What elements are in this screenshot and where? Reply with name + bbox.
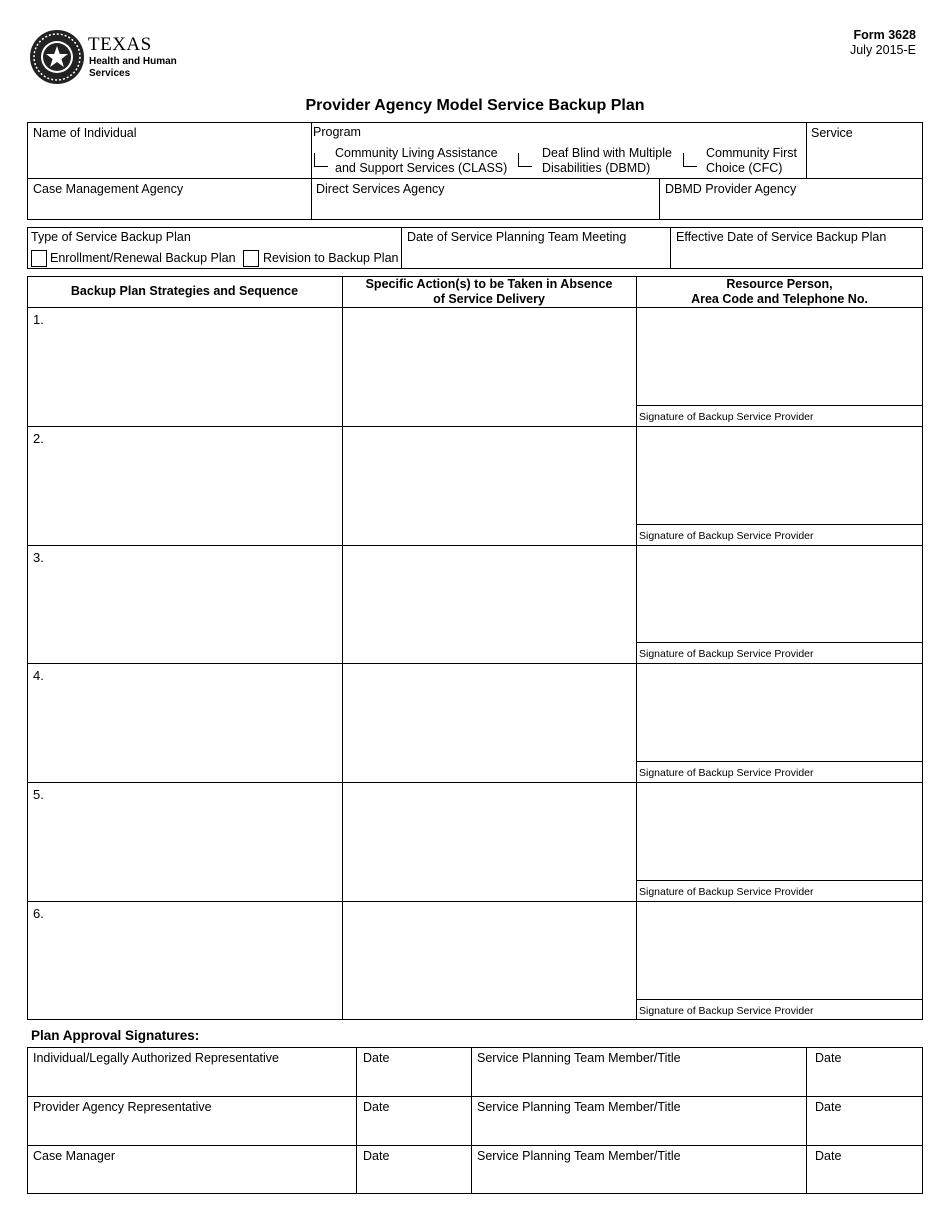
dbmd-option-line2: Disabilities (DBMD) (542, 161, 651, 175)
strategy-field[interactable] (28, 427, 341, 544)
enrollment-renewal-label: Enrollment/Renewal Backup Plan (50, 251, 236, 265)
program-label: Program (313, 125, 361, 139)
resource-person-field[interactable] (637, 546, 922, 640)
page-title: Provider Agency Model Service Backup Plan (305, 97, 645, 114)
texas-seal-icon (28, 28, 86, 86)
strategy-field[interactable] (28, 664, 341, 781)
action-field[interactable] (343, 546, 635, 662)
name-of-individual-label: Name of Individual (33, 126, 137, 140)
strategy-field[interactable] (28, 308, 341, 425)
class-option-line1: Community Living Assistance (335, 146, 498, 160)
cfc-checkbox[interactable] (683, 153, 697, 167)
strategy-field[interactable] (28, 546, 341, 662)
approval-left-date-label: Date (363, 1051, 390, 1065)
backup-provider-signature-label[interactable]: Signature of Backup Service Provider (639, 648, 814, 660)
resource-person-field[interactable] (637, 783, 922, 878)
dbmd-option-line1: Deaf Blind with Multiple (542, 146, 672, 160)
resource-col-header-line1: Resource Person, (726, 277, 833, 291)
resource-col-header-line2: Area Code and Telephone No. (691, 292, 868, 306)
action-field[interactable] (343, 308, 635, 425)
case-management-agency-label: Case Management Agency (33, 182, 184, 196)
approval-left-date-label: Date (363, 1100, 390, 1114)
type-of-backup-plan-label: Type of Service Backup Plan (31, 230, 191, 244)
dbmd-provider-agency-label: DBMD Provider Agency (665, 182, 797, 196)
backup-provider-signature-label[interactable]: Signature of Backup Service Provider (639, 1005, 814, 1017)
approval-heading: Plan Approval Signatures: (31, 1028, 200, 1043)
backup-provider-signature-label[interactable]: Signature of Backup Service Provider (639, 530, 814, 542)
approval-right-label: Service Planning Team Member/Title (477, 1149, 681, 1163)
strategy-number: 1. (33, 312, 44, 327)
approval-right-label: Service Planning Team Member/Title (477, 1100, 681, 1114)
cfc-option-line2: Choice (CFC) (706, 161, 783, 175)
logo-line1: Health and Human (89, 56, 177, 67)
class-option-line2: and Support Services (CLASS) (335, 161, 508, 175)
resource-person-field[interactable] (637, 427, 922, 522)
resource-person-field[interactable] (637, 664, 922, 759)
class-checkbox[interactable] (314, 153, 328, 167)
revision-checkbox[interactable] (243, 250, 259, 267)
revision-label: Revision to Backup Plan (263, 251, 399, 265)
action-field[interactable] (343, 783, 635, 900)
strategy-number: 3. (33, 550, 44, 565)
approval-right-label: Service Planning Team Member/Title (477, 1051, 681, 1065)
action-field[interactable] (343, 902, 635, 1019)
approval-right-date-label: Date (815, 1149, 842, 1163)
approval-left-label: Case Manager (33, 1149, 115, 1163)
backup-provider-signature-label[interactable]: Signature of Backup Service Provider (639, 767, 814, 779)
approval-left-date-label: Date (363, 1149, 390, 1163)
cfc-option-line1: Community First (706, 146, 797, 160)
resource-person-field[interactable] (637, 902, 922, 997)
backup-provider-signature-label[interactable]: Signature of Backup Service Provider (639, 411, 814, 423)
strategy-number: 6. (33, 906, 44, 921)
backup-provider-signature-label[interactable]: Signature of Backup Service Provider (639, 886, 814, 898)
strategies-col-header: Backup Plan Strategies and Sequence (70, 284, 299, 298)
logo-state: TEXAS (88, 34, 152, 55)
strategy-field[interactable] (28, 783, 341, 900)
resource-person-field[interactable] (637, 308, 922, 403)
hhs-logo (28, 28, 188, 86)
form-number: Form 3628 (853, 28, 916, 42)
service-label: Service (811, 126, 853, 140)
approval-left-label: Provider Agency Representative (33, 1100, 212, 1114)
approval-left-label: Individual/Legally Authorized Representative (33, 1051, 279, 1065)
approval-right-date-label: Date (815, 1051, 842, 1065)
direct-services-agency-label: Direct Services Agency (316, 182, 445, 196)
actions-col-header-line2: of Service Delivery (433, 292, 545, 306)
enrollment-renewal-checkbox[interactable] (31, 250, 47, 267)
approval-table (27, 1047, 923, 1194)
form-date: July 2015-E (849, 43, 916, 57)
strategy-number: 2. (33, 431, 44, 446)
strategy-number: 4. (33, 668, 44, 683)
action-field[interactable] (343, 427, 635, 544)
strategy-field[interactable] (28, 902, 341, 1019)
effective-date-label: Effective Date of Service Backup Plan (676, 230, 887, 244)
team-meeting-date-label: Date of Service Planning Team Meeting (407, 230, 627, 244)
logo-line2: Services (89, 68, 131, 79)
action-field[interactable] (343, 664, 635, 781)
dbmd-checkbox[interactable] (518, 153, 532, 167)
actions-col-header-line1: Specific Action(s) to be Taken in Absence (365, 277, 613, 291)
approval-right-date-label: Date (815, 1100, 842, 1114)
strategy-number: 5. (33, 787, 44, 802)
